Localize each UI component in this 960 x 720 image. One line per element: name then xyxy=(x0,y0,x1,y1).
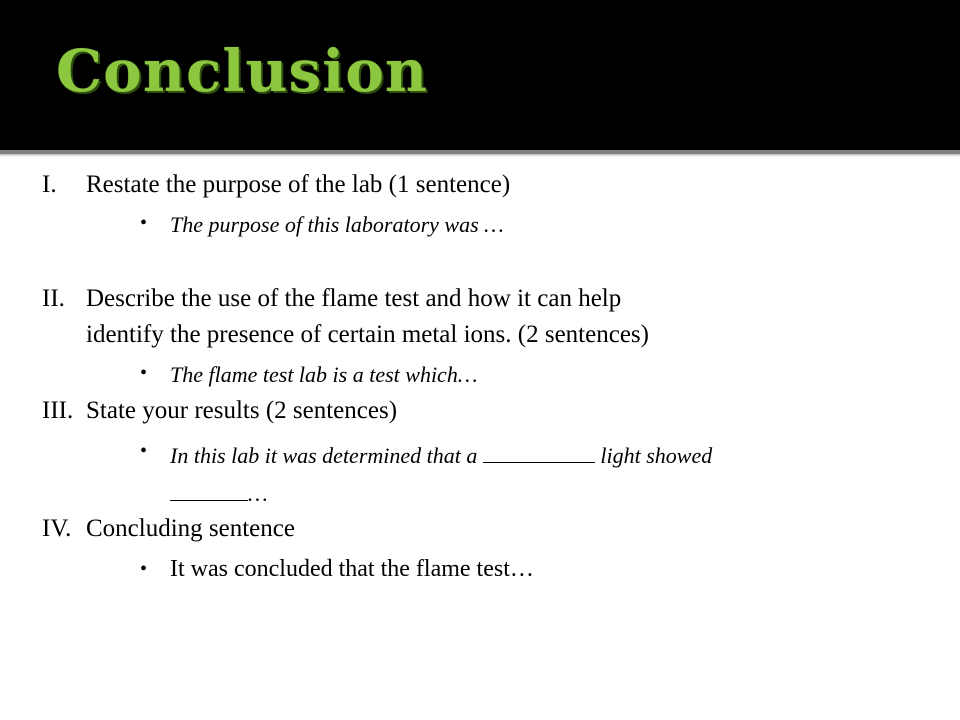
fill-in-blank-2 xyxy=(170,478,248,501)
sub-item-4: It was concluded that the flame test… xyxy=(170,556,534,582)
list-number-1: I. xyxy=(42,171,57,198)
list-text-3: State your results (2 sentences) xyxy=(86,397,398,424)
sub-item-3-part-3: … xyxy=(248,481,268,506)
list-text-2-line-1: Describe the use of the flame test and how it can help xyxy=(86,285,622,312)
list-number-2: II. xyxy=(42,285,65,312)
sub-item-1: The purpose of this laboratory was … xyxy=(170,212,504,237)
bullet-1: • xyxy=(140,212,148,234)
slide-title: Conclusion xyxy=(56,37,429,105)
sub-item-3-part-2: light showed xyxy=(600,443,713,468)
fill-in-blank-1 xyxy=(483,440,595,463)
list-number-3: III. xyxy=(42,397,74,424)
sub-item-3-line-2 xyxy=(170,478,268,507)
sub-item-2: The flame test lab is a test which… xyxy=(170,362,478,387)
sub-item-3-line-1 xyxy=(170,440,712,469)
list-text-2-line-2: identify the presence of certain metal ions. (2 sentences) xyxy=(86,321,649,348)
list-text-1: Restate the purpose of the lab (1 sentence) xyxy=(86,171,511,198)
list-number-4: IV. xyxy=(42,515,72,542)
sub-item-3-part-1: In this lab it was determined that a xyxy=(170,443,478,468)
bullet-4: • xyxy=(140,558,148,580)
bullet-3: • xyxy=(140,440,148,462)
bullet-2: • xyxy=(140,362,148,384)
list-text-4: Concluding sentence xyxy=(86,515,295,542)
